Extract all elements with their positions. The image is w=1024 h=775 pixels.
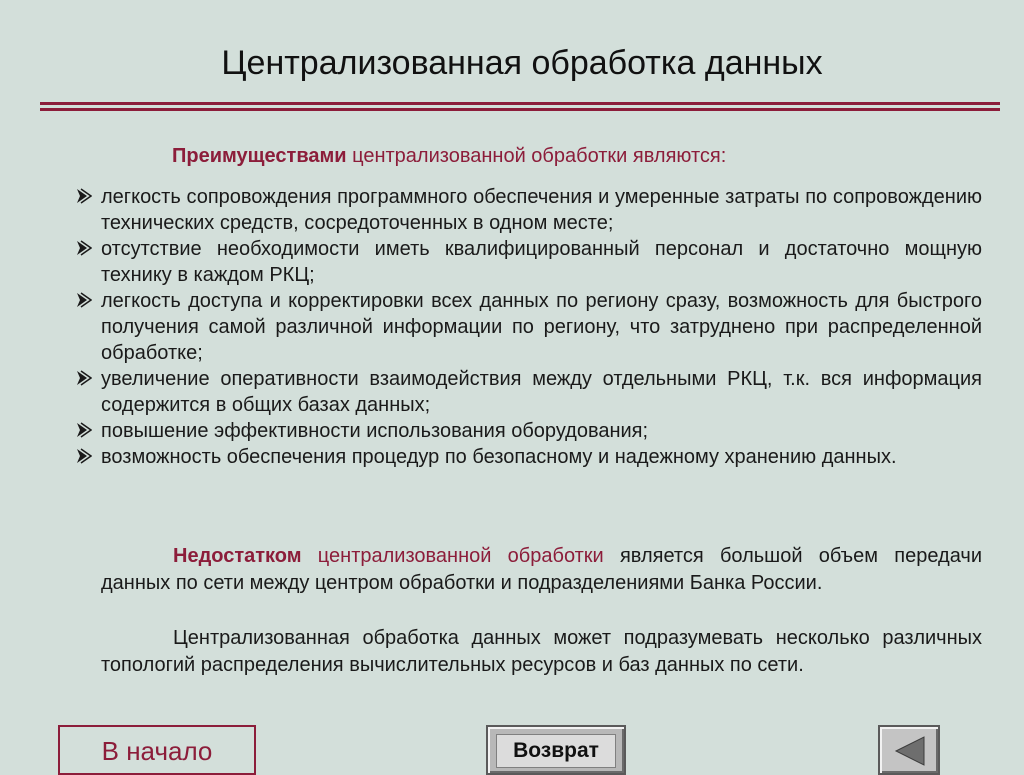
arrow-bullet-icon	[74, 291, 92, 309]
triangle-left-icon	[892, 735, 928, 767]
back-button-label: Возврат	[496, 734, 616, 768]
list-item	[74, 366, 982, 418]
disadvantage-text: является большой объем передачи данных по сети между центром обработки и подразделениями Банка России.	[101, 545, 982, 594]
list-item-text: повышение эффективности использования оборудования;	[101, 420, 649, 442]
arrow-bullet-icon	[74, 421, 92, 439]
slide-title: Централизованная обработка данных	[221, 44, 823, 82]
list-item	[74, 288, 982, 366]
disadvantage-keyword: Недостатком	[173, 545, 302, 567]
list-item	[74, 418, 982, 444]
back-button[interactable]	[486, 725, 626, 775]
arrow-bullet-icon	[74, 369, 92, 387]
list-item-text: возможность обеспечения процедур по безопасному и надежному хранению данных.	[101, 446, 897, 468]
list-item	[74, 184, 982, 236]
disadvantage-paragraph	[101, 543, 982, 597]
topology-paragraph: Централизованная обработка данных может подразумевать несколько различных топологий распределения вычислительных ресурсов и баз данных по сети.	[101, 627, 982, 676]
advantages-keyword: Преимуществами	[172, 145, 347, 167]
list-item-text: легкость сопровождения программного обеспечения и умеренные затраты по сопровождению технических средств, сосредоточенных в одном месте;	[101, 186, 982, 234]
list-item-text: легкость доступа и корректировки всех данных по региону сразу, возможность для быстрого получения самой различной информации по региону, что затруднено при распределенной обработке;	[101, 290, 982, 364]
disadvantage-highlight: централизованной обработки	[301, 545, 604, 567]
arrow-bullet-icon	[74, 447, 92, 465]
arrow-bullet-icon	[74, 239, 92, 257]
list-item	[74, 444, 982, 470]
arrow-bullet-icon	[74, 187, 92, 205]
advantages-list	[74, 184, 982, 470]
title-divider-top	[40, 102, 1000, 105]
advantages-intro	[172, 145, 726, 168]
advantages-intro-text: централизованной обработки являются:	[346, 145, 727, 167]
home-button[interactable]: В начало	[58, 725, 256, 775]
list-item	[74, 236, 982, 288]
previous-slide-button[interactable]	[878, 725, 940, 775]
title-divider-bottom	[40, 108, 1000, 111]
list-item-text: увеличение оперативности взаимодействия между отдельными РКЦ, т.к. вся информация содержится в общих базах данных;	[101, 368, 982, 416]
list-item-text: отсутствие необходимости иметь квалифицированный персонал и достаточно мощную технику в каждом РКЦ;	[101, 238, 982, 286]
